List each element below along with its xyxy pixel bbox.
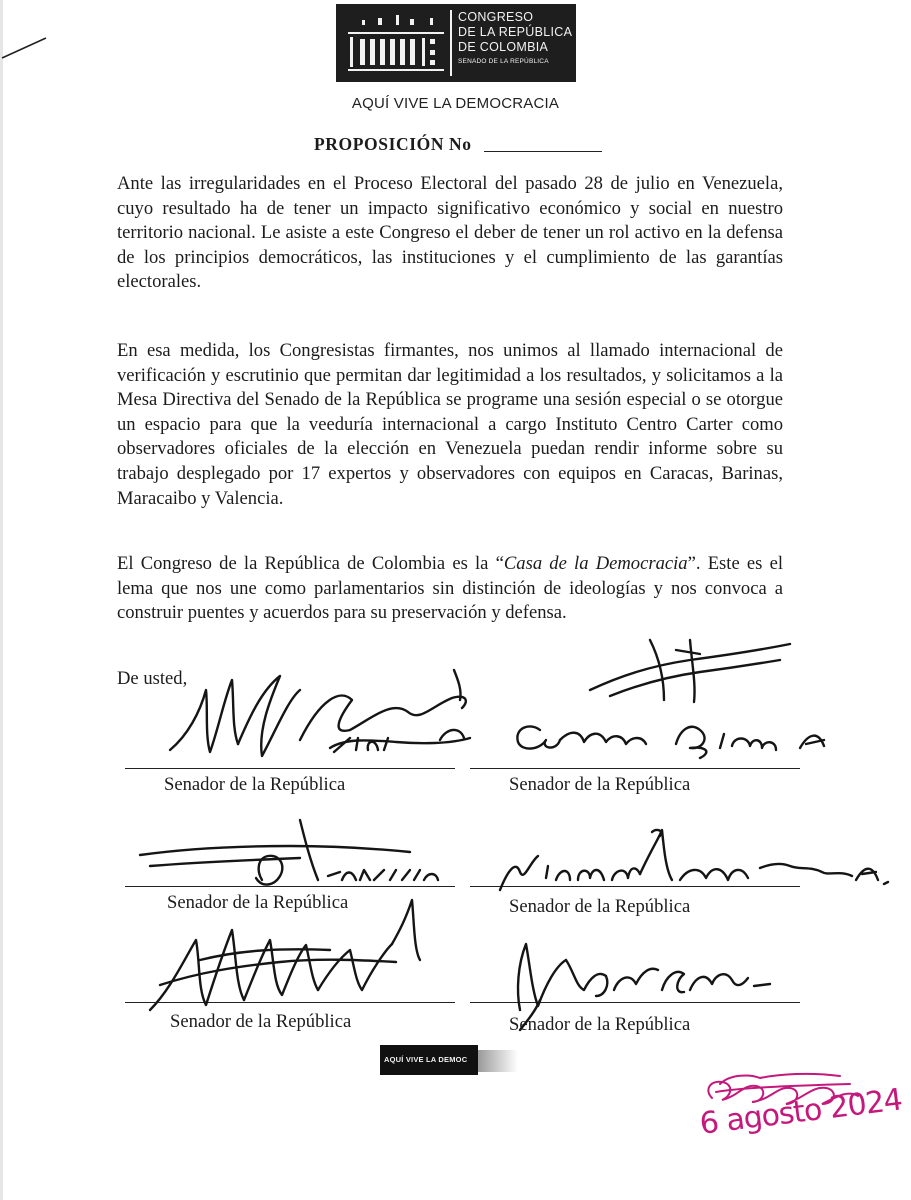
signature-line-1 bbox=[125, 768, 455, 769]
signature-label-5: Senador de la República bbox=[170, 1011, 352, 1032]
signature-label-1: Senador de la República bbox=[164, 774, 346, 795]
signature-line-5 bbox=[125, 1002, 455, 1003]
logo-wordmark bbox=[450, 10, 573, 76]
capitol-emblem-icon bbox=[346, 12, 446, 74]
stamp-fade bbox=[478, 1050, 518, 1072]
document-title: PROPOSICIÓN No bbox=[314, 134, 472, 154]
signature-line-3 bbox=[125, 886, 455, 887]
salutation: De usted, bbox=[117, 668, 188, 689]
stamp-text: AQUÍ VIVE LA DEMOC bbox=[384, 1055, 468, 1064]
signature-label-6: Senador de la República bbox=[509, 1014, 691, 1035]
paragraph-3-text bbox=[117, 552, 783, 626]
paragraph-3-before: El Congreso de la República de Colombia es la “ bbox=[117, 553, 504, 574]
embossed-stamp bbox=[380, 1045, 478, 1075]
logo-line-3: DE COLOMBIA bbox=[458, 40, 549, 54]
paragraph-1-text: Ante las irregularidades en el Proceso Electoral del pasado 28 de julio en Venezuela, cuyo resultado ha de tener un impacto significativo económico y social en nuestro territorio nacional. Le asiste a este Congreso el deber de tener un rol activo en la defensa de los principios democráticos, las instituciones y el cumplimiento de las garantías electorales. bbox=[117, 173, 783, 293]
logo-line-1: CONGRESO bbox=[458, 10, 534, 24]
signature-1-drawing bbox=[170, 670, 470, 756]
signature-3-drawing bbox=[140, 820, 438, 885]
signature-line-6 bbox=[470, 1002, 800, 1003]
handwritten-date: 6 agosto 2024 bbox=[697, 1082, 904, 1142]
paragraph-3-emphasis: Casa de la Democracia bbox=[503, 553, 688, 574]
paragraph-3-after: ”. Este es el lema que nos une como parlamentarios sin distinción de ideologías y nos convoca a construir puentes y acuerdos para su preservación y defensa. bbox=[117, 553, 783, 624]
signature-line-2 bbox=[470, 768, 800, 769]
signature-label-2: Senador de la República bbox=[509, 774, 691, 795]
signature-label-4: Senador de la República bbox=[509, 896, 691, 917]
paragraph-1 bbox=[117, 172, 783, 295]
congress-logo bbox=[336, 4, 576, 82]
signature-line-4 bbox=[470, 886, 800, 887]
corner-pen-mark bbox=[0, 30, 50, 60]
motto: AQUÍ VIVE LA DEMOCRACIA bbox=[351, 95, 560, 112]
signature-label-3: Senador de la República bbox=[167, 892, 349, 913]
signature-2-drawing bbox=[517, 640, 824, 758]
signature-4-drawing bbox=[500, 830, 888, 890]
proposal-number-blank bbox=[484, 151, 602, 152]
logo-line-2: DE LA REPÚBLICA bbox=[458, 25, 573, 39]
scan-edge bbox=[0, 0, 3, 1200]
paragraph-3 bbox=[117, 552, 783, 626]
logo-subtitle: SENADO DE LA REPÚBLICA bbox=[458, 58, 549, 65]
paragraph-2 bbox=[117, 339, 783, 511]
paragraph-2-text: En esa medida, los Congresistas firmantes, nos unimos al llamado internacional de verificación y escrutinio que permitan dar legitimidad a los resultados, y solicitamos a la Mesa Directiva del Senado de la República se programe una sesión especial o se otorgue un espacio para que la veeduría internacional a cargo Instituto Centro Carter como observadores oficiales de la elección en Venezuela puedan rendir informe sobre su trabajo desplegado por 17 expertos y observadores con equipos en Caracas, Barinas, Maracaibo y Valencia. bbox=[117, 340, 783, 509]
signature-5-drawing bbox=[150, 900, 420, 1010]
